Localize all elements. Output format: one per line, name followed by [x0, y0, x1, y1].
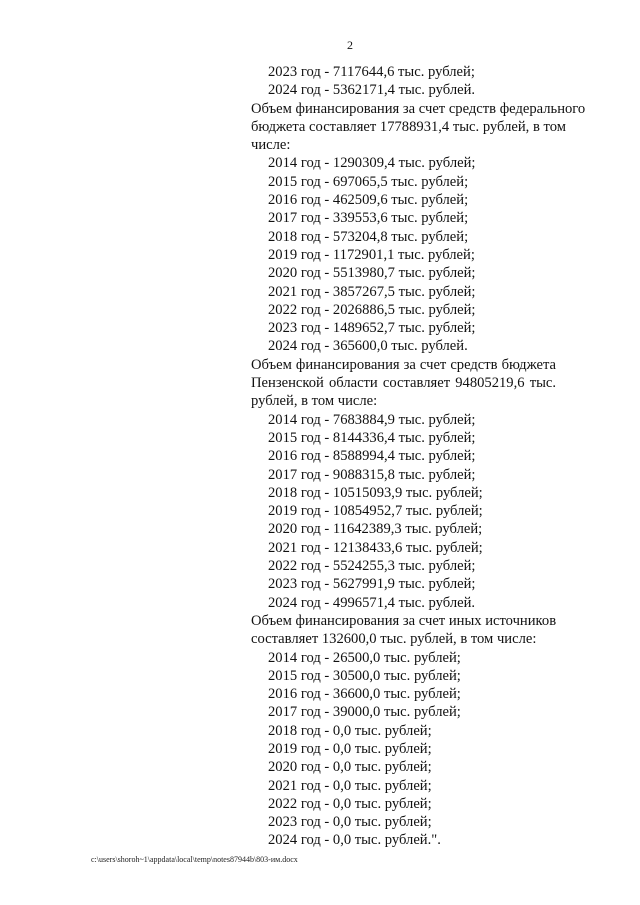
year-line: 2021 год - 0,0 тыс. рублей; — [268, 777, 432, 794]
year-line: 2015 год - 697065,5 тыс. рублей; — [268, 173, 469, 190]
text-line: 2023 год - 7117644,6 тыс. рублей; — [268, 64, 475, 80]
year-line: 2022 год - 5524255,3 тыс. рублей; — [268, 558, 476, 575]
year-line: 2024 год - 0,0 тыс. рублей.". — [268, 832, 441, 849]
footer-file-path: c:\users\shoroh~1\appdata\local\temp\notes87944b\803-им.docx — [91, 855, 298, 864]
document-body — [251, 63, 586, 850]
year-line: 2016 год - 8588994,4 тыс. рублей; — [268, 448, 476, 465]
year-line: 2020 год - 11642389,3 тыс. рублей; — [268, 521, 483, 538]
year-line: 2015 год - 8144336,4 тыс. рублей; — [268, 429, 476, 446]
year-line: 2018 год - 0,0 тыс. рублей; — [268, 722, 432, 739]
year-line: 2024 год - 365600,0 тыс. рублей. — [268, 338, 468, 355]
year-line: 2021 год - 3857267,5 тыс. рублей; — [268, 283, 476, 300]
year-line: 2014 год - 7683884,9 тыс. рублей; — [268, 411, 476, 428]
year-line: 2019 год - 0,0 тыс. рублей; — [268, 740, 432, 757]
text-line: 2024 год - 5362171,4 тыс. рублей. — [268, 82, 476, 99]
year-line: 2020 год - 0,0 тыс. рублей; — [268, 759, 432, 776]
paragraph-line: Пензенской области составляет 94805219,6 тыс. — [251, 375, 556, 392]
paragraph-line: составляет 132600,0 тыс. рублей, в том числе: — [251, 631, 537, 648]
year-line: 2023 год - 5627991,9 тыс. рублей; — [268, 576, 476, 593]
year-line: 2018 год - 10515093,9 тыс. рублей; — [268, 484, 483, 501]
year-line: 2017 год - 339553,6 тыс. рублей; — [268, 210, 469, 227]
year-line: 2016 год - 36600,0 тыс. рублей; — [268, 686, 461, 703]
year-line: 2021 год - 12138433,6 тыс. рублей; — [268, 539, 483, 556]
year-line: 2019 год - 1172901,1 тыс. рублей; — [268, 246, 475, 263]
year-line: 2023 год - 0,0 тыс. рублей; — [268, 814, 432, 831]
year-line: 2020 год - 5513980,7 тыс. рублей; — [268, 265, 476, 282]
year-line: 2023 год - 1489652,7 тыс. рублей; — [268, 320, 476, 337]
paragraph-line: рублей, в том числе: — [251, 393, 378, 410]
year-line: 2017 год - 9088315,8 тыс. рублей; — [268, 466, 476, 483]
paragraph-line: Объем финансирования за счет средств федерального — [251, 100, 586, 117]
year-line: 2019 год - 10854952,7 тыс. рублей; — [268, 503, 483, 520]
paragraph-line: Объем финансирования за счет средств бюджета — [251, 356, 556, 373]
paragraph-line: бюджета составляет 17788931,4 тыс. рублей, в том — [251, 118, 566, 135]
year-line: 2024 год - 4996571,4 тыс. рублей. — [268, 594, 476, 611]
paragraph-line: числе: — [251, 137, 291, 154]
year-line: 2014 год - 1290309,4 тыс. рублей; — [268, 155, 476, 172]
paragraph-line: Объем финансирования за счет иных источников — [251, 612, 557, 629]
year-line: 2022 год - 0,0 тыс. рублей; — [268, 795, 432, 812]
year-line: 2022 год - 2026886,5 тыс. рублей; — [268, 301, 476, 318]
regional-budget-section — [251, 356, 556, 612]
other-sources-section — [251, 612, 556, 850]
year-line: 2018 год - 573204,8 тыс. рублей; — [268, 228, 469, 245]
year-line: 2014 год - 26500,0 тыс. рублей; — [268, 649, 461, 666]
page-number: 2 — [347, 38, 353, 52]
year-line: 2017 год - 39000,0 тыс. рублей; — [268, 704, 461, 721]
year-line: 2015 год - 30500,0 тыс. рублей; — [268, 667, 461, 684]
federal-budget-section — [251, 100, 586, 356]
year-line: 2016 год - 462509,6 тыс. рублей; — [268, 192, 469, 209]
